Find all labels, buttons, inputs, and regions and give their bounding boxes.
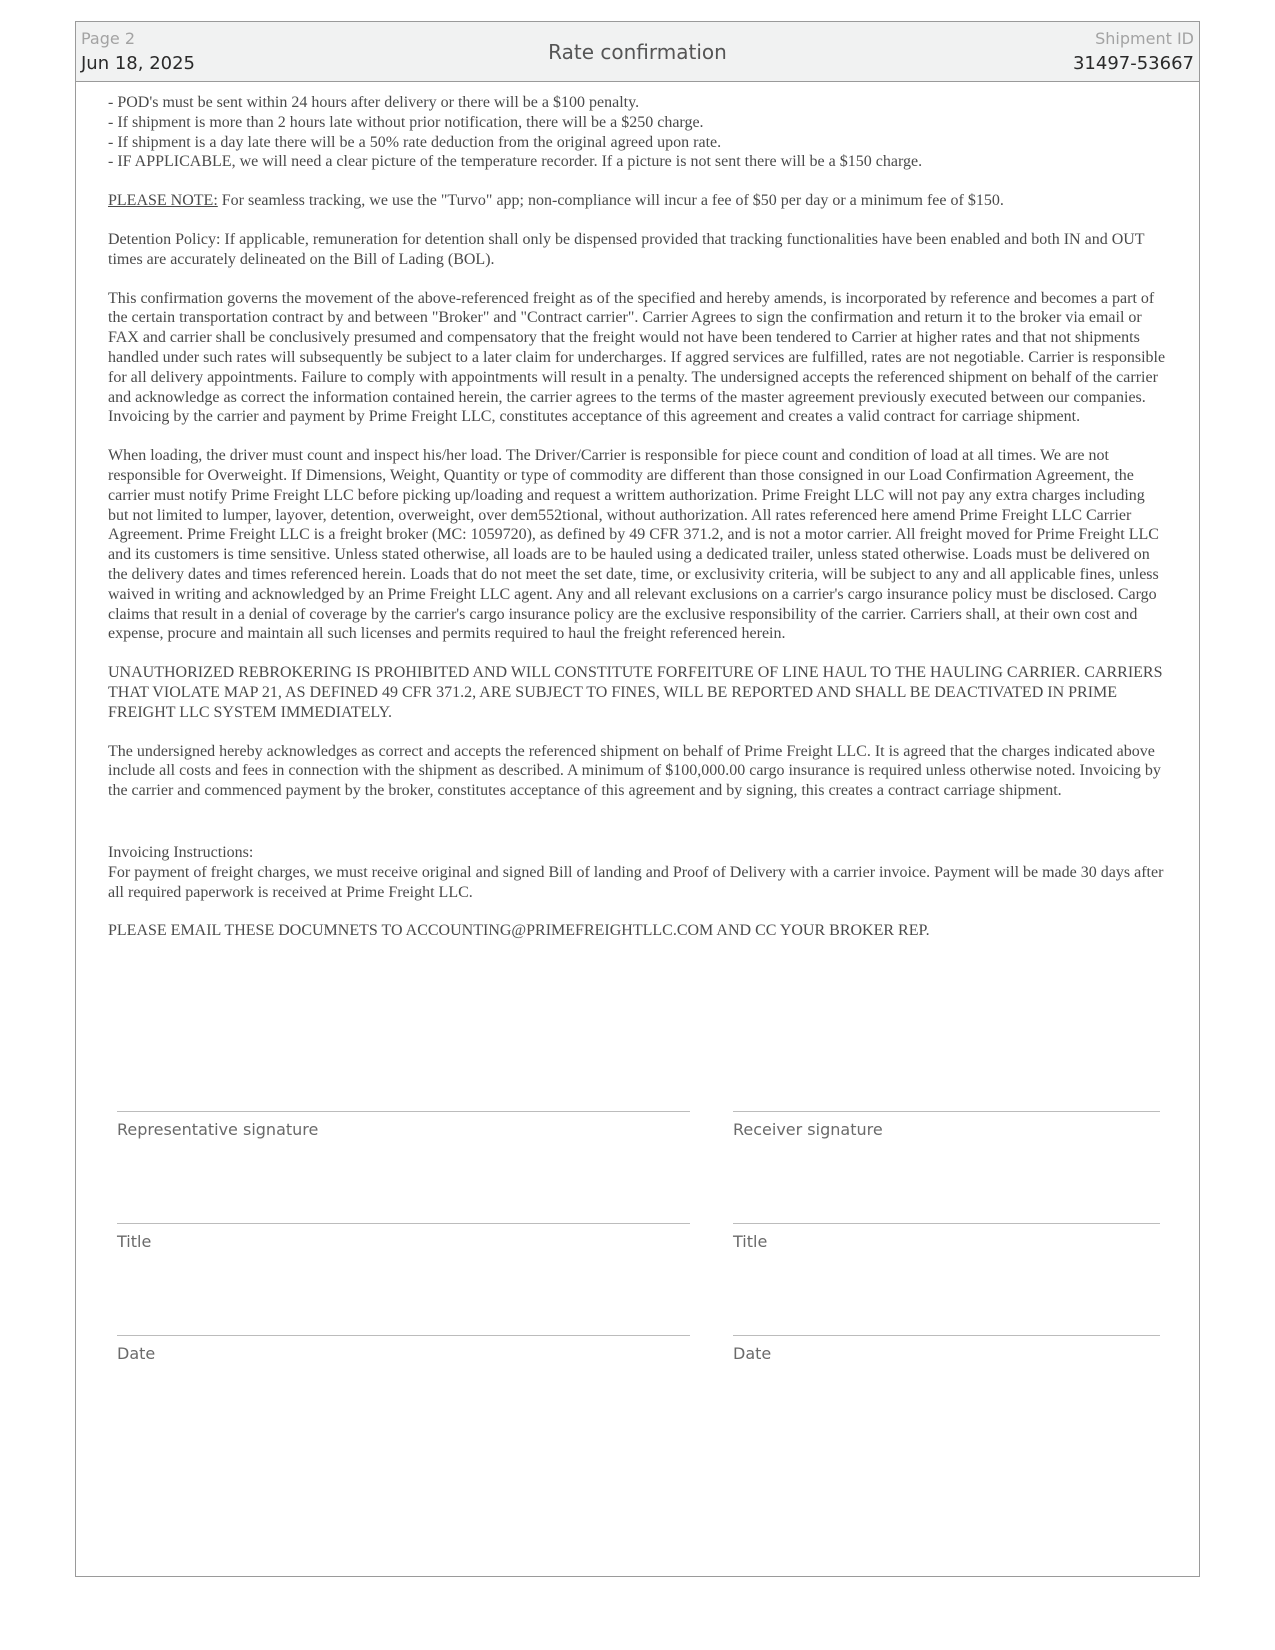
rebrokering-notice: UNAUTHORIZED REBROKERING IS PROHIBITED AND WILL CONSTITUTE FORFEITURE OF LINE HAUL TO THE HAULING CARRIER. CARRIERS THAT VIOLATE MAP 21, AS DEFINED 49 CFR 371.2, ARE SUBJECT TO FINES, WILL BE REPORTED AND SHALL BE DEACTIVATED IN PRIME FREIGHT LLC SYSTEM IMMEDIATELY. — [108, 664, 1163, 721]
invoicing-text: For payment of freight charges, we must receive original and signed Bill of landing and Proof of Delivery with a carrier invoice. Payment will be made 30 days after all required paperwork is received at Prime Freight LLC. — [108, 863, 1164, 901]
field-label: Title — [117, 1232, 152, 1251]
invoicing-heading: Invoicing Instructions: — [108, 843, 254, 861]
signature-line — [733, 1111, 1160, 1112]
document-page — [75, 21, 1200, 1577]
signature-line — [117, 1111, 690, 1112]
field-label: Date — [117, 1344, 156, 1363]
acknowledgement-terms: The undersigned hereby acknowledges as correct and accepts the referenced shipment on behalf of Prime Freight LLC. It is agreed that the charges indicated above include all costs and fees in connection with the shipment as described. A minimum of $100,000.00 cargo insurance is required unless otherwise noted. Invoicing by the carrier and commenced payment by the broker, constitutes acceptance of this agreement and by signing, this creates a contract carriage shipment. — [108, 742, 1161, 800]
list-item: - IF APPLICABLE, we will need a clear picture of the temperature recorder. If a picture is not sent there will be a $150 charge. — [108, 153, 923, 171]
shipment-id-label: Shipment ID — [1095, 29, 1194, 48]
page-number: Page 2 — [81, 29, 135, 48]
detention-policy: Detention Policy: If applicable, remuneration for detention shall only be dispensed provided that tracking functionalities have been enabled and both IN and OUT times are accurately delineated on the Bill of Lading (BOL). — [108, 230, 1145, 268]
terms-body — [108, 93, 1168, 960]
penalty-list — [108, 93, 1168, 172]
signature-line — [117, 1335, 690, 1336]
invoicing-instructions — [108, 843, 1168, 902]
page-header — [76, 22, 1199, 82]
document-date: Jun 18, 2025 — [81, 53, 196, 74]
receiver-signature-field[interactable] — [733, 1111, 1160, 1139]
signature-line — [117, 1223, 690, 1224]
field-label: Receiver signature — [733, 1120, 883, 1139]
note-text: For seamless tracking, we use the "Turvo" app; non-compliance will incur a fee of $50 per day or a minimum fee of $150. — [217, 192, 1004, 210]
representative-signature-field[interactable] — [117, 1111, 690, 1139]
loading-terms: When loading, the driver must count and inspect his/her load. The Driver/Carrier is responsible for piece count and condition of load at all times. We are not responsible for Overweight. If Dimensions, Weight, Quantity or type of commodity are different than those consigned in our Load Confirmation Agreement, the carrier must notify Prime Freight LLC before picking up/loading and request a writtem authorization. Prime Freight LLC will not pay any extra charges including but not limited to lumper, layover, detention, overweight, over dem552tional, without authorization. All rates referenced here amend Prime Freight LLC Carrier Agreement. Prime Freight LLC is a freight broker (MC: 1059720), as defined by 49 CFR 371.2, and is not a motor carrier. All freight moved for Prime Freight LLC and its customers is time sensitive. Unless stated otherwise, all loads are to be hauled using a dedicated trailer, unless stated otherwise. Loads must be delivered on the delivery dates and times referenced herein. Loads that do not meet the set date, time, or exclusivity criteria, will be subject to any and all applicable fines, unless waived in writing and acknowledged by an Prime Freight LLC agent. Any and all relevant exclusions on a carrier's cargo insurance policy must be disclosed. Cargo claims that result in a denial of coverage by the carrier's cargo insurance policy are the exclusive responsibility of the carrier. Carriers shall, at their own cost and expense, procure and maintain all such licenses and permits required to haul the freight referenced herein. — [108, 447, 1159, 643]
document-title: Rate confirmation — [548, 40, 727, 64]
representative-date-field[interactable] — [117, 1335, 690, 1363]
field-label: Title — [733, 1232, 768, 1251]
receiver-title-field[interactable] — [733, 1223, 1160, 1251]
receiver-date-field[interactable] — [733, 1335, 1160, 1363]
note-label: PLEASE NOTE: — [108, 192, 218, 210]
confirmation-terms: This confirmation governs the movement of the above-referenced freight as of the specified and hereby amends, is incorporated by reference and becomes a part of the certain transportation contract by and between "Broker" and "Contract carrier". Carrier Agrees to sign the confirmation and return it to the broker via email or FAX and carrier shall be conclusively presumed and compensatory that the freight would not have been tendered to Carrier at higher rates and that not shipments handled under such rates will subsequently be subject to a later claim for undercharges. If aggred services are fulfilled, rates are not negotiable. Carrier is responsible for all delivery appointments. Failure to comply with appointments will result in a penalty. The undersigned accepts the referenced shipment on behalf of the carrier and acknowledge as correct the information contained herein, the carrier agrees to the terms of the master agreement previously executed between our companies. Invoicing by the carrier and payment by Prime Freight LLC, constitutes acceptance of this agreement and creates a valid contract for carriage shipment. — [108, 289, 1166, 426]
list-item: - If shipment is a day late there will be a 50% rate deduction from the original agreed upon rate. — [108, 133, 722, 151]
representative-title-field[interactable] — [117, 1223, 690, 1251]
list-item: - POD's must be sent within 24 hours after delivery or there will be a $100 penalty. — [108, 94, 640, 111]
field-label: Date — [733, 1344, 772, 1363]
field-label: Representative signature — [117, 1120, 319, 1139]
tracking-note — [108, 191, 1168, 211]
list-item: - If shipment is more than 2 hours late without prior notification, there will be a $250 charge. — [108, 113, 704, 131]
signature-line — [733, 1223, 1160, 1224]
shipment-id-value: 31497-53667 — [1072, 53, 1194, 74]
signature-line — [733, 1335, 1160, 1336]
email-notice: PLEASE EMAIL THESE DOCUMNETS TO ACCOUNTING@PRIMEFREIGHTLLC.COM AND CC YOUR BROKER REP. — [108, 922, 930, 940]
